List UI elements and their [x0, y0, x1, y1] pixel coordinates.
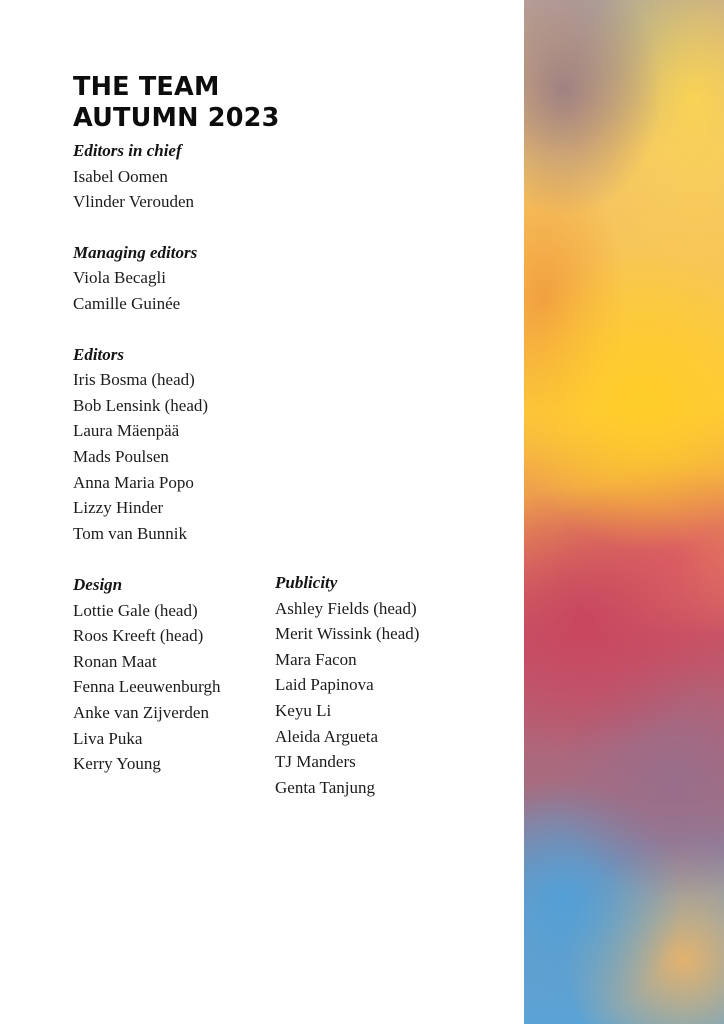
list-item: Laid Papinova — [275, 675, 374, 695]
list-item: Merit Wissink (head) — [275, 624, 420, 644]
list-item: Liva Puka — [73, 728, 143, 748]
list-item: Ronan Maat — [73, 651, 157, 671]
name-list — [73, 265, 513, 316]
list-item: Aleida Argueta — [275, 726, 379, 746]
section-editors — [73, 342, 513, 547]
main-column — [73, 138, 513, 546]
list-item: Ashley Fields (head) — [275, 598, 417, 618]
section-heading: Editors in chief — [73, 141, 182, 160]
list-item: Kerry Young — [73, 754, 161, 774]
list-item: Mara Facon — [275, 649, 357, 669]
list-item: Keyu Li — [275, 700, 332, 720]
list-item: Roos Kreeft (head) — [73, 626, 204, 646]
section-heading: Design — [73, 575, 123, 594]
list-item: Lottie Gale (head) — [73, 600, 198, 620]
list-item: Laura Mäenpää — [73, 421, 180, 441]
list-item: Fenna Leeuwenburgh — [73, 677, 221, 697]
name-list — [275, 596, 515, 801]
section-managing-editors — [73, 240, 513, 317]
list-item: Vlinder Verouden — [73, 192, 195, 212]
section-editors-in-chief — [73, 138, 513, 215]
section-heading: Publicity — [275, 573, 338, 592]
name-list — [73, 164, 513, 215]
list-item: Lizzy Hinder — [73, 498, 164, 518]
list-item: Anke van Zijverden — [73, 702, 209, 722]
list-item: TJ Manders — [275, 752, 356, 772]
list-item: Iris Bosma (head) — [73, 370, 195, 390]
list-item: Anna Maria Popo — [73, 472, 194, 492]
decorative-gradient-strip — [524, 0, 724, 1024]
section-design — [73, 572, 273, 777]
list-item: Bob Lensink (head) — [73, 395, 209, 415]
page-title — [73, 72, 280, 134]
section-publicity — [275, 570, 515, 800]
list-item: Mads Poulsen — [73, 446, 169, 466]
list-item: Isabel Oomen — [73, 166, 168, 186]
list-item: Camille Guinée — [73, 293, 181, 313]
name-list — [73, 598, 273, 777]
list-item: Genta Tanjung — [275, 777, 375, 797]
name-list — [73, 367, 513, 546]
list-item: Tom van Bunnik — [73, 523, 188, 543]
title-line-2: AUTUMN 2023 — [73, 103, 280, 133]
list-item: Viola Becagli — [73, 268, 166, 288]
section-heading: Editors — [73, 344, 125, 364]
section-heading: Managing editors — [73, 242, 198, 262]
title-line-1: THE TEAM — [73, 72, 220, 102]
